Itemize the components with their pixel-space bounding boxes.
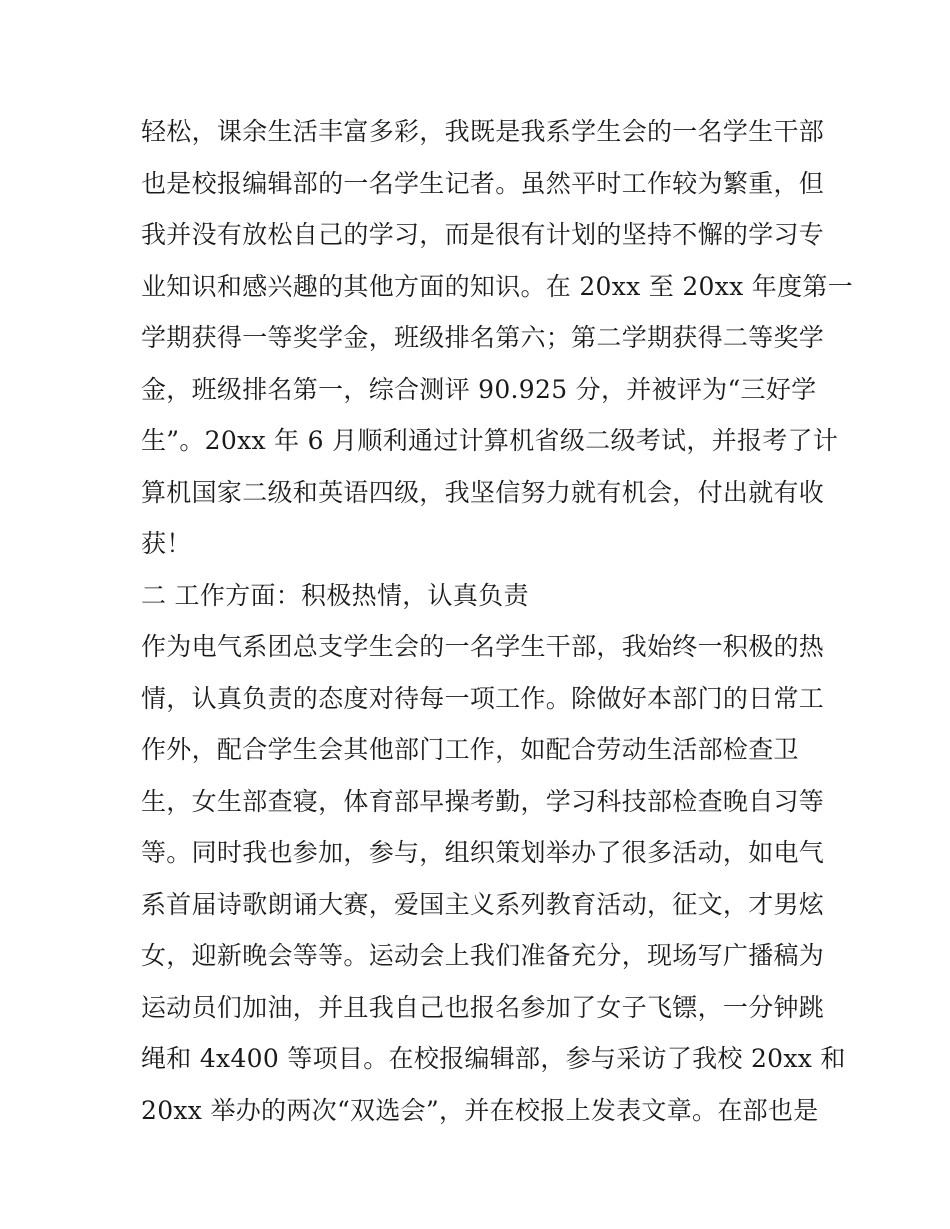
document-body	[141, 106, 854, 1136]
text-line: 等。同时我也参加，参与，组织策划举办了很多活动，如电气	[141, 838, 825, 867]
text-line: 20xx 举办的两次“双选会”，并在校报上发表文章。在部也是	[141, 1095, 819, 1125]
text-line: 生”。20xx 年 6 月顺利通过计算机省级二级考试，并报考了计	[141, 426, 839, 455]
text-line: 作外，配合学生会其他部门工作，如配合劳动生活部检查卫	[141, 735, 799, 764]
text-line: 女，迎新晚会等等。运动会上我们准备充分，现场写广播稿为	[141, 941, 825, 970]
text-line: 我并没有放松自己的学习，而是很有计划的坚持不懈的学习专	[141, 220, 825, 249]
text-line: 生，女生部查寝，体育部早操考勤，学习科技部检查晚自习等	[141, 786, 825, 816]
text-line: 获！	[141, 529, 192, 558]
text-line: 学期获得一等奖学金，班级排名第六；第二学期获得二等奖学	[141, 323, 825, 352]
text-line: 业知识和感兴趣的其他方面的知识。在 20xx 至 20xx 年度第一	[141, 271, 854, 301]
text-line: 也是校报编辑部的一名学生记者。虽然平时工作较为繁重，但	[141, 168, 825, 198]
text-line: 算机国家二级和英语四级，我坚信努力就有机会，付出就有收	[141, 477, 825, 507]
section-heading: 二 工作方面：积极热情，认真负责	[141, 580, 529, 610]
text-line: 金，班级排名第一，综合测评 90.925 分，并被评为“三好学	[141, 374, 817, 404]
text-line: 绳和 4x400 等项目。在校报编辑部，参与采访了我校 20xx 和	[141, 1044, 846, 1073]
text-line: 运动员们加油，并且我自己也报名参加了女子飞镖，一分钟跳	[141, 992, 825, 1022]
text-line: 作为电气系团总支学生会的一名学生干部，我始终一积极的热	[141, 632, 825, 661]
text-line: 系首届诗歌朗诵大赛，爱国主义系列教育活动，征文，才男炫	[141, 889, 825, 919]
text-line: 轻松，课余生活丰富多彩，我既是我系学生会的一名学生干部	[141, 117, 825, 146]
text-line: 情，认真负责的态度对待每一项工作。除做好本部门的日常工	[141, 683, 825, 713]
